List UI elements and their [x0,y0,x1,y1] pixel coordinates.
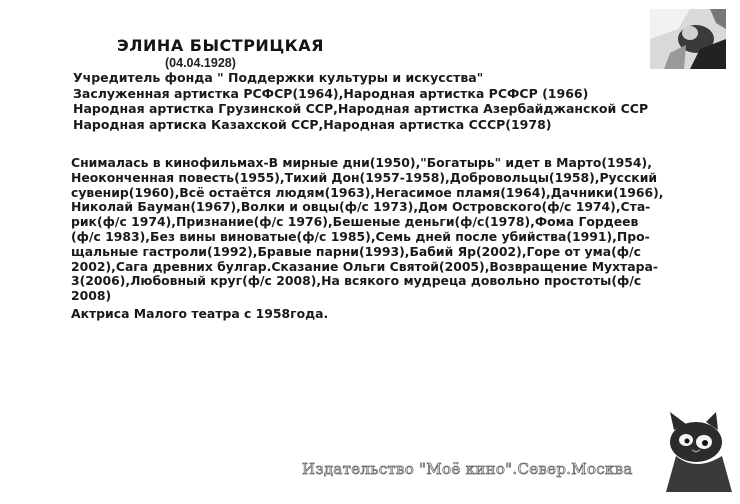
filmography-line: 3(2006),Любовный круг(ф/с 2008),На всякого мудреца довольно простоты(ф/с [71,273,642,289]
filmography [71,155,664,322]
publisher-footer: Издательство "Моё кино".Север.Москва [302,460,633,478]
filmography-line: Снималась в кинофильмах-В мирные дни(1950),"Богатырь" идет в Марто(1954), [71,155,652,170]
theatre-note: Актриса Малого театра с 1958года. [71,305,329,321]
filmography-line: Николай Бауман(1967),Волки и овцы(ф/с 1973),Дом Островского(ф/с 1974),Ста- [71,199,651,215]
cat-logo-icon [666,412,736,492]
filmography-line: 2008) [71,288,112,304]
actress-name: ЭЛИНА БЫСТРИЦКАЯ [117,36,324,55]
honorary-titles [73,70,648,132]
filmography-line: (ф/с 1983),Без вины виноватые(ф/с 1985),Семь дней после убийства(1991),Про- [71,228,650,244]
filmography-line: щальные гастроли(1992),Бравые парни(1993),Бабий Яр(2002),Горе от ума(ф/с [71,243,641,259]
birth-date: (04.04.1928) [165,56,236,70]
title-line: Учредитель фонда " Поддержки культуры и искусства" [73,70,484,85]
film-still-photo [650,9,726,69]
filmography-line: сувенир(1960),Всё остаётся людям(1963),Негасимое пламя(1964),Дачники(1966), [71,184,664,200]
filmography-line: Неоконченная повесть(1955),Тихий Дон(1957-1958),Добровольцы(1958),Русский [71,169,658,185]
filmography-line: 2002),Сага древних булгар.Сказание Ольги Святой(2005),Возвращение Мухтара- [71,258,659,274]
filmography-line: рик(ф/с 1974),Признание(ф/с 1976),Бешеные деньги(ф/с(1978),Фома Гордеев [71,214,639,230]
title-line: Народная артистка Грузинской ССР,Народная артистка Азербайджанской ССР [73,101,649,116]
title-line: Заслуженная артистка РСФСР(1964),Народная артистка РСФСР (1966) [73,85,589,101]
title-line: Народная артиска Казахской ССР,Народная артистка СССР(1978) [73,116,552,132]
